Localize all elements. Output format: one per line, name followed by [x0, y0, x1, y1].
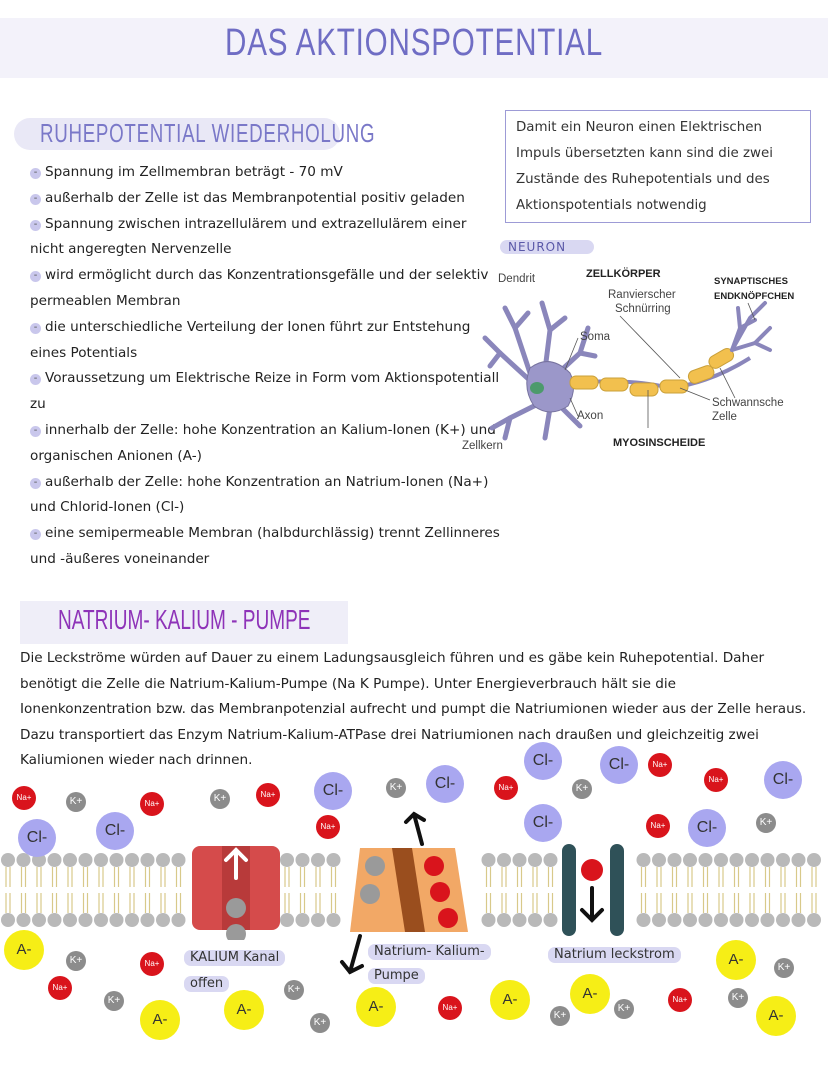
- lipid-head: [807, 913, 821, 927]
- lipid-head: [94, 853, 108, 867]
- neuron-label: NEURON: [500, 240, 594, 254]
- lipid-head: [17, 913, 31, 927]
- caption-pumpe-2: Pumpe: [368, 968, 425, 984]
- ruhepotential-bullets: [30, 160, 500, 573]
- list-item: - die unterschiedliche Verteilung der Ionen führt zur Entstehung eines Potentials: [30, 318, 471, 361]
- sodium-ion: Na+: [704, 768, 728, 792]
- lipid-head: [668, 913, 682, 927]
- anion: A-: [756, 996, 796, 1036]
- anion: A-: [570, 974, 610, 1014]
- lipid-head: [652, 913, 666, 927]
- lipid-head: [714, 913, 728, 927]
- lipid-head: [730, 913, 744, 927]
- lipid-head: [172, 853, 186, 867]
- lipid-head: [668, 853, 682, 867]
- anion: A-: [490, 980, 530, 1020]
- lipid-head: [311, 913, 325, 927]
- potassium-ion: K+: [728, 988, 748, 1008]
- label-synaptisch-2: ENDKNÖPFCHEN: [714, 291, 795, 302]
- lipid-head: [63, 853, 77, 867]
- caption-kalium-kanal: KALIUM Kanal: [184, 950, 285, 966]
- lipid-head: [79, 913, 93, 927]
- lipid-head: [699, 913, 713, 927]
- label-ranvier-2: Schnürring: [615, 303, 671, 315]
- pump-heading: NATRIUM- KALIUM - PUMPE: [58, 604, 311, 635]
- sodium-ion: Na+: [12, 786, 36, 810]
- potassium-ion: K+: [104, 991, 124, 1011]
- lipid-head: [1, 853, 15, 867]
- arrow-up-icon: [400, 808, 440, 848]
- list-item: - eine semipermeable Membran (halbdurchlässig) trennt Zellinneres und -äußeres voneinander: [30, 525, 500, 567]
- lipid-head: [776, 853, 790, 867]
- lipid-head: [172, 913, 186, 927]
- list-item: - außerhalb der Zelle ist das Membranpotential positiv geladen: [30, 186, 500, 212]
- lipid-head: [327, 853, 341, 867]
- lipid-head: [637, 853, 651, 867]
- lipid-head: [761, 853, 775, 867]
- label-dendrit: Dendrit: [498, 273, 536, 285]
- lipid-head: [745, 913, 759, 927]
- list-item: - Spannung im Zellmembran beträgt - 70 mV: [30, 160, 500, 186]
- sodium-ion: Na+: [316, 815, 340, 839]
- chloride-ion: Cl-: [524, 804, 562, 842]
- lipid-head: [637, 913, 651, 927]
- chloride-ion: Cl-: [524, 742, 562, 780]
- potassium-ion: K+: [774, 958, 794, 978]
- lipid-head: [652, 853, 666, 867]
- chloride-ion: Cl-: [314, 772, 352, 810]
- lipid-head: [544, 913, 558, 927]
- info-box: Damit ein Neuron einen Elektrischen Impuls übersetzten kann sind die zwei Zustände des Ruhepotentials und des Aktionspotentials notwendig: [505, 110, 811, 223]
- label-schwann-2: Zelle: [712, 411, 737, 423]
- caption-leckstrom: Natrium leckstrom: [548, 947, 681, 963]
- lipid-head: [1, 913, 15, 927]
- list-item: - wird ermöglicht durch das Konzentrationsgefälle und der selektiv permeablen Membran: [30, 267, 489, 309]
- lipid-head: [32, 913, 46, 927]
- lipid-head: [544, 853, 558, 867]
- label-soma: Soma: [580, 331, 611, 343]
- lipid-head: [807, 853, 821, 867]
- dash-icon: -: [30, 168, 41, 179]
- lipid-head: [513, 853, 527, 867]
- potassium-ion: K+: [572, 779, 592, 799]
- lipid-head: [125, 853, 139, 867]
- ruhepotential-heading: RUHEPOTENTIAL WIEDERHOLUNG: [40, 118, 376, 148]
- sodium-ion: Na+: [494, 776, 518, 800]
- lipid-head: [296, 913, 310, 927]
- sodium-ion: Na+: [256, 783, 280, 807]
- label-axon: Axon: [577, 410, 604, 422]
- lipid-head: [48, 913, 62, 927]
- dash-icon: -: [30, 271, 41, 282]
- dash-icon: -: [30, 323, 41, 334]
- membrane-diagram: [0, 840, 828, 940]
- potassium-ion: K+: [66, 951, 86, 971]
- lipid-head: [110, 913, 124, 927]
- lipid-head: [683, 853, 697, 867]
- potassium-ion: K+: [66, 792, 86, 812]
- lipid-head: [63, 913, 77, 927]
- chloride-ion: Cl-: [688, 809, 726, 847]
- lipid-head: [280, 853, 294, 867]
- potassium-ion: K+: [614, 999, 634, 1019]
- lipid-head: [94, 913, 108, 927]
- sodium-ion: Na+: [140, 952, 164, 976]
- potassium-ion: K+: [550, 1006, 570, 1026]
- lipid-head: [497, 913, 511, 927]
- lipid-head: [792, 853, 806, 867]
- lipid-head: [141, 853, 155, 867]
- sodium-ion: Na+: [648, 753, 672, 777]
- list-item: - Spannung zwischen intrazellulärem und extrazellulärem einer nicht angeregten Nervenzelle: [30, 215, 467, 258]
- lipid-head: [280, 913, 294, 927]
- sodium-ion: Na+: [48, 976, 72, 1000]
- sodium-ion: Na+: [140, 792, 164, 816]
- sodium-ion: Na+: [438, 996, 462, 1020]
- chloride-ion: Cl-: [426, 765, 464, 803]
- chloride-ion: Cl-: [18, 819, 56, 857]
- lipid-head: [110, 853, 124, 867]
- lipid-head: [792, 913, 806, 927]
- lipid-head: [156, 853, 170, 867]
- potassium-ion: K+: [284, 980, 304, 1000]
- label-synaptisch: SYNAPTISCHES: [714, 276, 788, 287]
- page-title: DAS AKTIONSPOTENTIAL: [225, 22, 603, 64]
- lipid-head: [730, 853, 744, 867]
- lipid-head: [683, 913, 697, 927]
- dash-icon: -: [30, 374, 41, 385]
- lipid-head: [482, 913, 496, 927]
- anion: A-: [4, 930, 44, 970]
- label-ranvier: Ranvierscher: [608, 289, 676, 301]
- natrium-kalium-pump: [350, 848, 468, 932]
- label-schwann: Schwannsche: [712, 397, 784, 409]
- potassium-ion: K+: [310, 1013, 330, 1033]
- list-item: - außerhalb der Zelle: hohe Konzentration an Natrium-Ionen (Na+) und Chlorid-Ionen (Cl-): [30, 473, 489, 516]
- zellkern: [530, 382, 544, 394]
- lipid-head: [776, 913, 790, 927]
- lipid-head: [141, 913, 155, 927]
- anion: A-: [224, 990, 264, 1030]
- kalium-channel: [192, 846, 280, 940]
- lipid-head: [311, 853, 325, 867]
- neuron-illustration: [470, 258, 820, 458]
- lipid-head: [528, 853, 542, 867]
- potassium-ion: K+: [756, 813, 776, 833]
- lipid-head: [156, 913, 170, 927]
- lipid-head: [296, 853, 310, 867]
- label-zellkern: Zellkern: [462, 440, 503, 452]
- lipid-head: [699, 853, 713, 867]
- chloride-ion: Cl-: [764, 761, 802, 799]
- dash-icon: -: [30, 426, 41, 437]
- anion: A-: [716, 940, 756, 980]
- lipid-head: [513, 913, 527, 927]
- label-myosinscheide: MYOSINSCHEIDE: [613, 437, 706, 449]
- dash-icon: -: [30, 529, 41, 540]
- list-item: - innerhalb der Zelle: hohe Konzentration an Kalium-Ionen (K+) und organischen Anionen (A-): [30, 421, 496, 464]
- label-zellkoerper: ZELLKÖRPER: [586, 268, 661, 280]
- lipid-head: [528, 913, 542, 927]
- lipid-head: [761, 913, 775, 927]
- chloride-ion: Cl-: [96, 812, 134, 850]
- pump-paragraph: Die Leckströme würden auf Dauer zu einem Ladungsausgleich führen und es gäbe kein Ruhepotential. Daher benötigt die Zelle die Natrium-Kalium-Pumpe (Na K Pumpe). Unter Energieverbrauch hält sie die Ionenkonzentration bzw. das Membranpotenzial aufrecht und pumpt die Natriumionen wieder aus der Zelle heraus. Dazu transportiert das Enzym Natrium-Kalium-ATPase drei Natriumionen nach draußen und gleichzeitig zwei Kaliumionen wieder nach drinnen.: [20, 650, 807, 768]
- dash-icon: -: [30, 220, 41, 231]
- anion: A-: [140, 1000, 180, 1040]
- potassium-ion: K+: [386, 778, 406, 798]
- sodium-ion: Na+: [646, 814, 670, 838]
- lipid-head: [327, 913, 341, 927]
- sodium-ion: Na+: [668, 988, 692, 1012]
- lipid-head: [48, 853, 62, 867]
- lipid-head: [482, 853, 496, 867]
- lipid-head: [497, 853, 511, 867]
- lipid-head: [79, 853, 93, 867]
- caption-pumpe-1: Natrium- Kalium-: [368, 944, 491, 960]
- list-item: - Voraussetzung um Elektrische Reize in Form vom Aktionspotentiall zu: [30, 370, 500, 413]
- natrium-leak-channel: [562, 844, 624, 936]
- potassium-ion: K+: [210, 789, 230, 809]
- lipid-head: [714, 853, 728, 867]
- lipid-head: [125, 913, 139, 927]
- chloride-ion: Cl-: [600, 746, 638, 784]
- anion: A-: [356, 987, 396, 1027]
- lipid-head: [745, 853, 759, 867]
- caption-offen: offen: [184, 976, 229, 992]
- dash-icon: -: [30, 194, 41, 205]
- dash-icon: -: [30, 478, 41, 489]
